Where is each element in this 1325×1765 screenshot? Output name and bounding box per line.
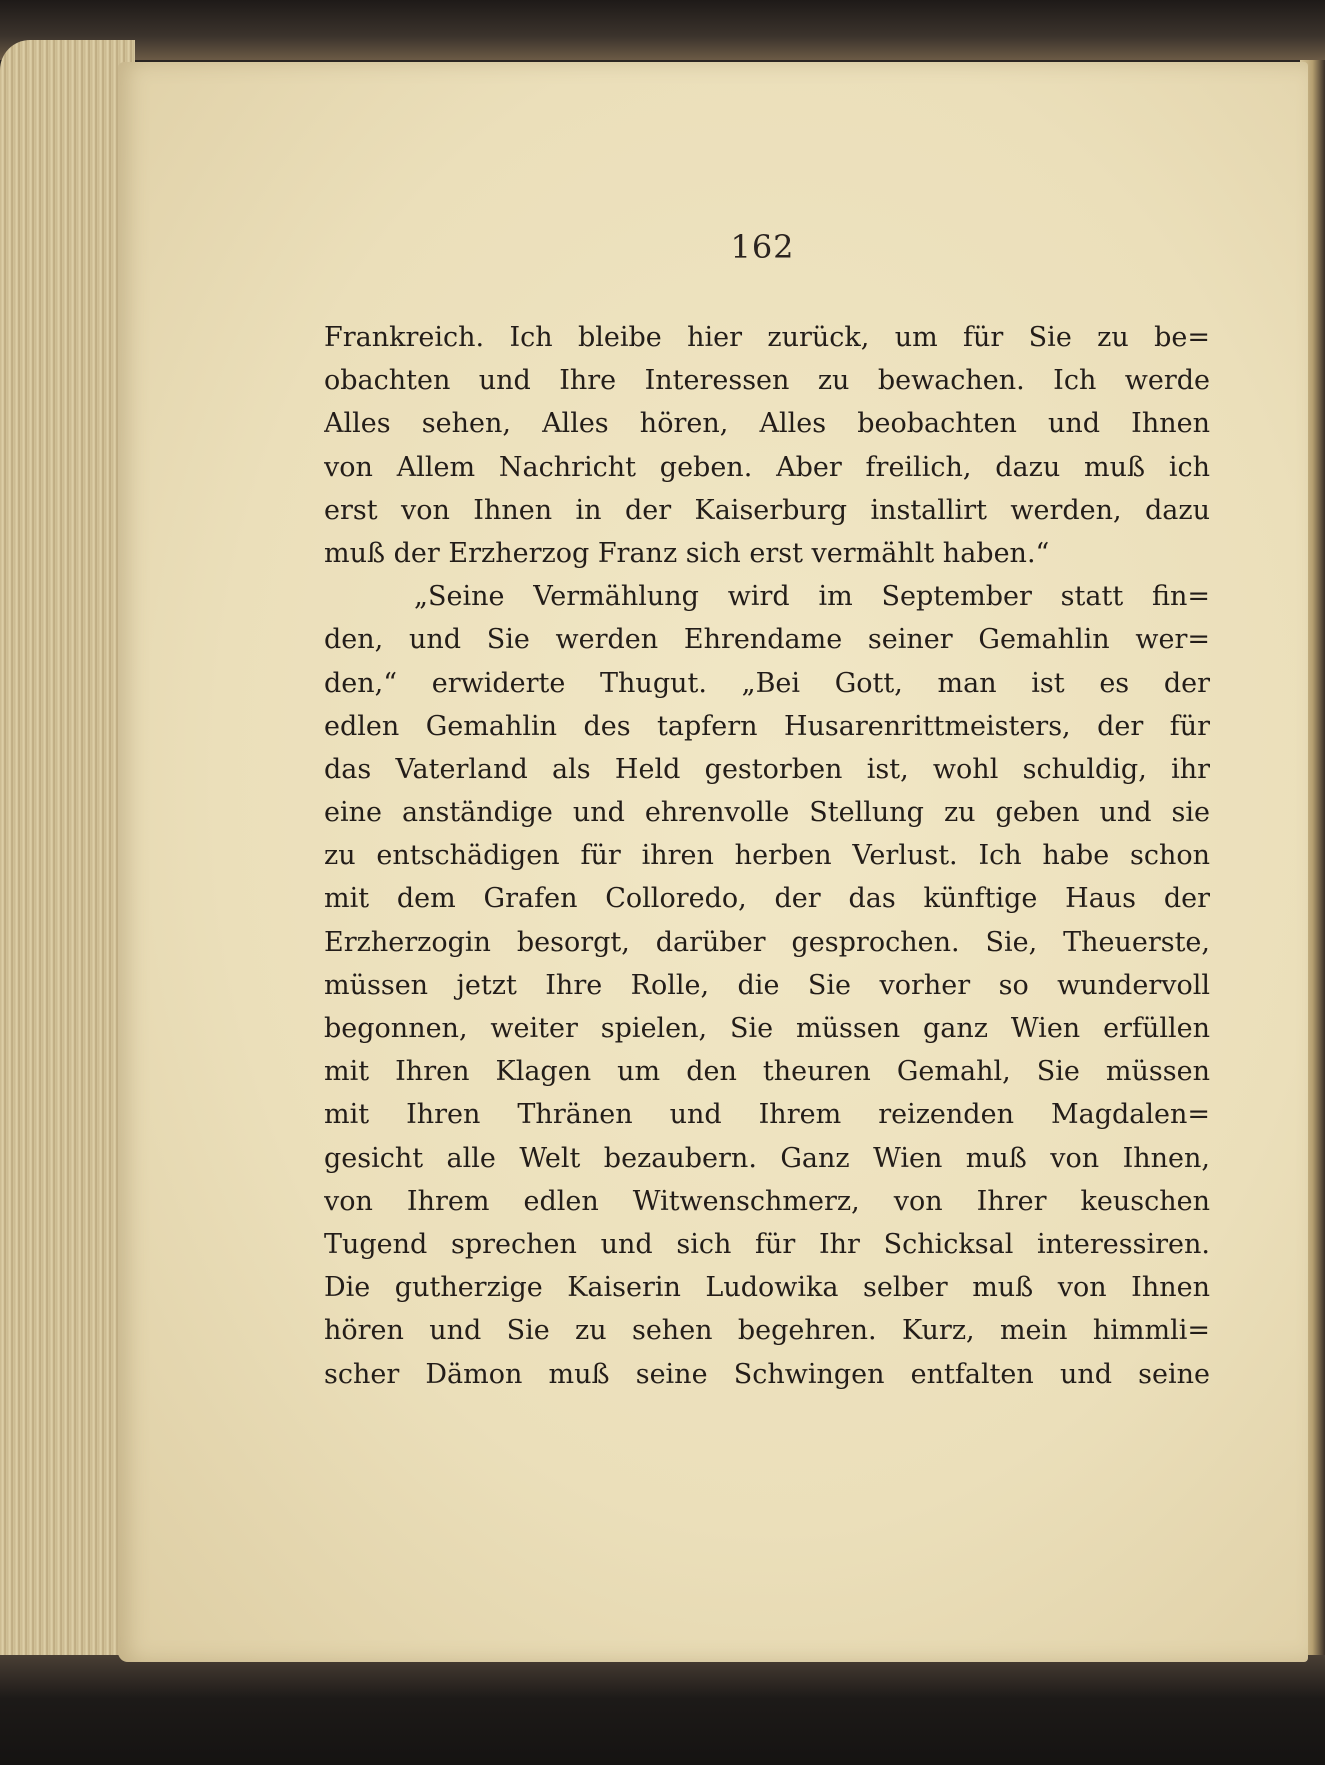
text-line: den,“ erwiderte Thugut. „Bei Gott, man ist es der — [324, 667, 1210, 699]
text-line: zu entschädigen für ihren herben Verlust. Ich habe schon — [324, 840, 1210, 872]
text-line: Alles sehen, Alles hören, Alles beobachten und Ihnen — [324, 408, 1210, 440]
text-line: müssen jetzt Ihre Rolle, die Sie vorher so wundervoll — [324, 969, 1210, 1001]
page-stack-edge — [0, 40, 135, 1680]
text-line: mit dem Grafen Colloredo, der das künftige Haus der — [324, 883, 1210, 915]
text-line: edlen Gemahlin des tapfern Husarenrittmeisters, der für — [324, 710, 1210, 742]
text-line: obachten und Ihre Interessen zu bewachen. Ich werde — [324, 365, 1210, 397]
text-line: Die gutherzige Kaiserin Ludowika selber muß von Ihnen — [324, 1272, 1210, 1304]
text-line: scher Dämon muß seine Schwingen entfalten und seine — [324, 1358, 1210, 1390]
text-line: hören und Sie zu sehen begehren. Kurz, mein himmli= — [324, 1315, 1210, 1347]
text-line: gesicht alle Welt bezaubern. Ganz Wien muß von Ihnen, — [324, 1142, 1210, 1174]
text-line: Tugend sprechen und sich für Ihr Schicksal interessiren. — [324, 1228, 1210, 1260]
text-line: den, und Sie werden Ehrendame seiner Gemahlin wer= — [324, 624, 1210, 656]
book-top-edge — [0, 0, 1325, 60]
text-line: mit Ihren Thränen und Ihrem reizenden Magdalen= — [324, 1099, 1210, 1131]
text-line: mit Ihren Klagen um den theuren Gemahl, Sie müssen — [324, 1056, 1210, 1088]
book-bottom-edge — [0, 1655, 1325, 1765]
text-line: Frankreich. Ich bleibe hier zurück, um für Sie zu be= — [324, 322, 1210, 353]
text-line: von Allem Nachricht geben. Aber freilich, dazu muß ich — [324, 451, 1210, 483]
text-line: von Ihrem edlen Witwenschmerz, von Ihrer keuschen — [324, 1185, 1210, 1217]
text-line: eine anständige und ehrenvolle Stellung zu geben und sie — [324, 797, 1210, 829]
text-line: das Vaterland als Held gestorben ist, wohl schuldig, ihr — [324, 753, 1210, 785]
text-line: begonnen, weiter spielen, Sie müssen ganz Wien erfüllen — [324, 1013, 1210, 1044]
text-line: erst von Ihnen in der Kaiserburg installirt werden, dazu — [324, 494, 1210, 526]
text-line: muß der Erzherzog Franz sich erst vermählt haben.“ — [324, 537, 1050, 569]
text-line: „Seine Vermählung wird im September statt fin= — [414, 581, 1210, 613]
text-line: Erzherzogin besorgt, darüber gesprochen. Sie, Theuerste, — [324, 926, 1210, 958]
page-body-text — [324, 316, 1210, 1396]
page-number: 162 — [730, 228, 795, 266]
